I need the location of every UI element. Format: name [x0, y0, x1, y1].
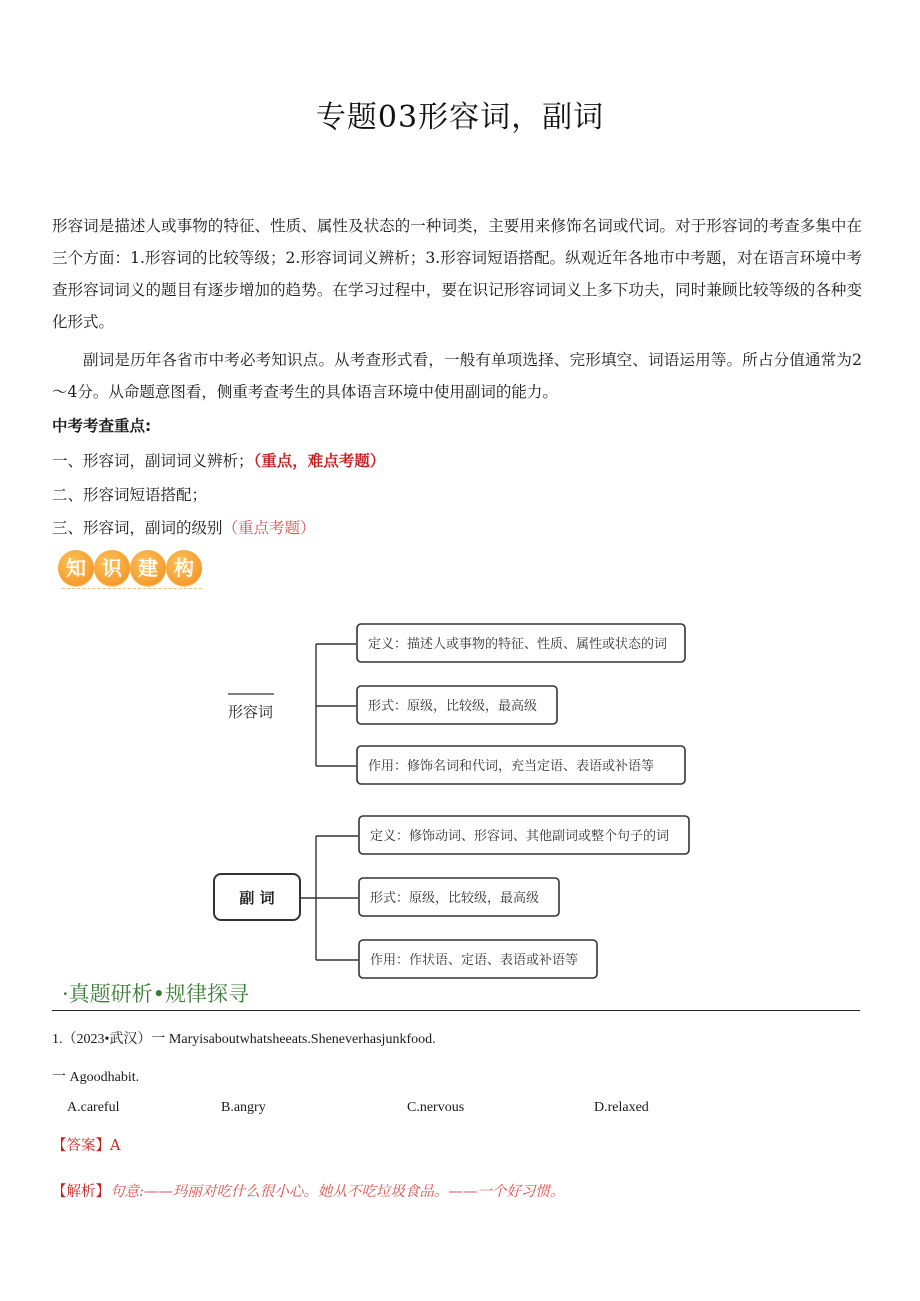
intro-paragraph-adverb: 副词是历年各省市中考必考知识点。从考查形式看，一般有单项选择、完形填空、词语运用等。所占分值通常为2～4分。从命题意图看，侧重考查考生的具体语言环境中使用副词的能力。 — [52, 351, 862, 401]
answer-line — [52, 1134, 120, 1155]
question-stem-line-2: 一 Agoodhabit. — [52, 1070, 140, 1085]
key-point-note: （重点考题） — [222, 519, 316, 537]
analysis-line — [52, 1180, 564, 1201]
section-divider — [52, 1010, 860, 1011]
adjective-definition-text: 定义：描述人或事物的特征、性质、属性或状态的词 — [368, 637, 668, 652]
adverb-definition-text: 定义：修饰动词、形容词、其他副词或整个句子的词 — [370, 829, 670, 844]
analysis-text: 句意:——玛丽对吃什么很小心。她从不吃垃圾食品。——一个好习惯。 — [110, 1184, 565, 1200]
option-c: C.nervous — [407, 1100, 465, 1115]
answer-value: A — [110, 1138, 121, 1154]
adverb-label: 副 词 — [239, 889, 275, 907]
intro-paragraph-adjective: 形容词是描述人或事物的特征、性质、属性及状态的一种词类，主要用来修饰名词或代词。对于形容词的考查多集中在三个方面：1.形容词的比较等级；2.形容词词义辨析；3.形容词短语搭配。纵观近年各地市中考题，对在语言环境中考查形容词词义的题目有逐步增加的趋势。在学习过程中，要在识记形容词词义上多下功夫，同时兼顾比较等级的各种变化形式。 — [52, 217, 862, 331]
badge-char: 识 — [94, 550, 130, 586]
key-point-3 — [52, 516, 316, 538]
adjective-function-text: 作用：修饰名词和代词，充当定语、表语或补语等 — [368, 759, 655, 774]
option-a: A.careful — [67, 1100, 120, 1115]
adjective-form-text: 形式：原级，比较级，最高级 — [368, 699, 538, 714]
key-point-1 — [52, 449, 385, 471]
section-heading: ·真题研析•规律探寻 — [62, 982, 250, 1006]
key-point-text: 一、形容词，副词词义辨析； — [52, 452, 254, 470]
analysis-label: 【解析】 — [52, 1184, 110, 1200]
question-stem-line-1: 1.（2023•武汉）一 Maryisaboutwhatsheeats.Sheneverhasjunkfood. — [52, 1032, 436, 1047]
adverb-form-text: 形式：原级，比较级，最高级 — [370, 891, 540, 906]
badge-char: 知 — [58, 550, 94, 586]
badge-char: 构 — [166, 550, 202, 586]
key-point-2 — [52, 483, 207, 505]
option-b: B.angry — [221, 1100, 266, 1115]
knowledge-structure-badge — [58, 548, 208, 594]
key-point-text: 三、形容词，副词的级别 — [52, 519, 223, 537]
option-d: D.relaxed — [594, 1100, 649, 1115]
page-title: 专题03形容词，副词 — [315, 100, 605, 135]
badge-underline — [62, 588, 202, 593]
badge-char: 建 — [130, 550, 166, 586]
adjective-label: 形容词 — [228, 703, 274, 721]
key-point-note: （重点，难点考题） — [253, 451, 386, 470]
adverb-function-text: 作用：作状语、定语、表语或补语等 — [370, 953, 579, 968]
answer-label: 【答案】 — [52, 1138, 110, 1154]
key-point-text: 二、形容词短语搭配； — [52, 486, 208, 504]
structure-diagram — [0, 610, 920, 990]
key-points-heading: 中考考查重点: — [52, 417, 152, 435]
